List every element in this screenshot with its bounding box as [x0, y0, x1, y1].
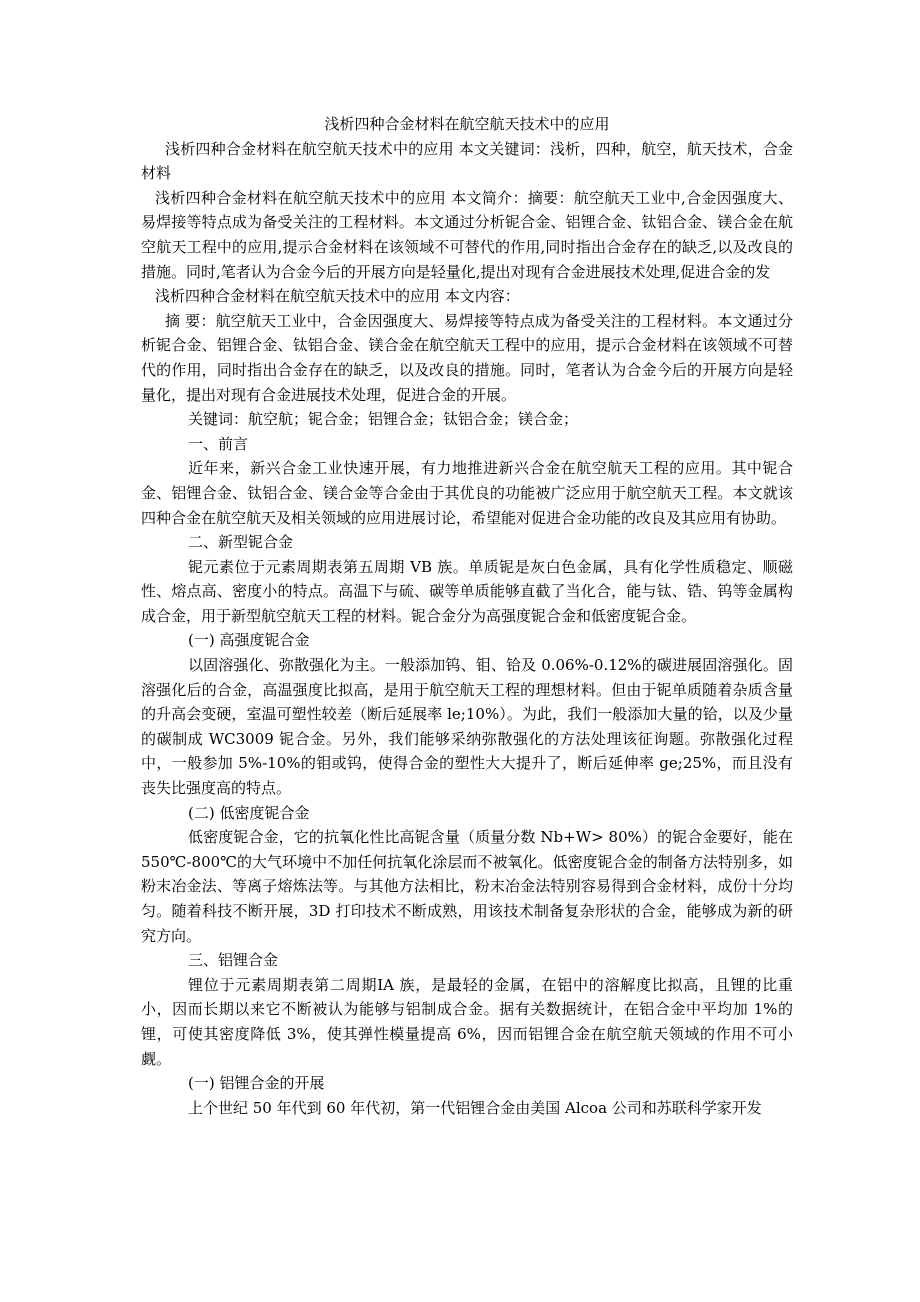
- abstract-paragraph: 摘 要：航空航天工业中，合金因强度大、易焊接等特点成为备受关注的工程材料。本文通过分析铌合金、铝锂合金、钛铝合金、镁合金在航空航天工程中的应用，提示合金材料在该领域不可替代的作用，同时指出合金存在的缺乏，以及改良的措施。同时，笔者认为合金今后的开展方向是轻量化，提出对现有合金进展技术处理，促进合金的开展。: [141, 311, 793, 404]
- keywords-paragraph: 关键词：航空航；铌合金；铝锂合金；钛铝合金；镁合金；: [188, 410, 579, 429]
- section3-sub1-heading: (一) 铝锂合金的开展: [188, 1074, 325, 1093]
- keywords-summary-line: 浅析四种合金材料在航空航天技术中的应用 本文关键词：浅析，四种，航空，航天技术，合金材料: [141, 139, 793, 183]
- document-page: [141, 112, 793, 1120]
- section2-sub2-paragraph: 低密度铌合金，它的抗氧化性比高铌含量（质量分数 Nb+W> 80%）的铌合金要好，能在 550℃-800℃的大气环境中不加任何抗氧化涂层而不被氧化。低密度铌合金的制备方法特别多，如粉末冶金法、等离子熔炼法等。与其他方法相比，粉末冶金法特别容易得到合金材料，成份十分均匀。随着科技不断开展，3D 打印技术不断成熟，用该技术制备复杂形状的合金，能够成为新的研究方向。: [141, 828, 793, 945]
- section3-paragraph: 锂位于元素周期表第二周期IA 族，是最轻的金属，在铝中的溶解度比拟高，且锂的比重小，因而长期以来它不断被认为能够与铝制成合金。据有关数据统计，在铝合金中平均加 1%的锂，可使其密度降低 3%，使其弹性模量提高 6%，因而铝锂合金在航空航天领域的作用不可小觑。: [141, 975, 793, 1068]
- section2-paragraph: 铌元素位于元素周期表第五周期 VB 族。单质铌是灰白色金属，具有化学性质稳定、顺磁性、熔点高、密度小的特点。高温下与硫、碳等单质能够直截了当化合，能与钛、锆、钨等金属构成合金，用于新型航空航天工程的材料。铌合金分为高强度铌合金和低密度铌合金。: [141, 557, 793, 625]
- section3-sub1-paragraph: 上个世纪 50 年代到 60 年代初，第一代铝锂合金由美国 Alcoa 公司和苏联科学家开发: [188, 1098, 762, 1117]
- section2-sub1-heading: (一) 高强度铌合金: [188, 631, 310, 650]
- section1-heading: 一、前言: [188, 434, 249, 453]
- intro-summary-line: 浅析四种合金材料在航空航天技术中的应用 本文简介：摘要：航空航天工业中,合金因强度大、易焊接等特点成为备受关注的工程材料。本文通过分析铌合金、铝锂合金、钛铝合金、镁合金在航空航天工程中的应用,提示合金材料在该领域不可替代的作用,同时指出合金存在的缺乏,以及改良的措施。同时,笔者认为合金今后的开展方向是轻量化,提出对现有合金进展技术处理,促进合金的发: [141, 188, 793, 281]
- section2-sub1-paragraph: 以固溶强化、弥散强化为主。一般添加钨、钼、铪及 0.06%-0.12%的碳进展固溶强化。固溶强化后的合金，高温强度比拟高，是用于航空航天工程的理想材料。但由于铌单质随着杂质含量的升高会变硬，室温可塑性较差（断后延展率 le;10%）。为此，我们一般添加大量的铪，以及少量的碳制成 WC3009 铌合金。另外，我们能够采纳弥散强化的方法处理该征询题。弥散强化过程中，一般参加 5%-10%的钼或钨，使得合金的塑性大大提升了，断后延伸率 ge;25%，而且没有丧失比强度高的特点。: [141, 656, 793, 798]
- section2-sub2-heading: (二) 低密度铌合金: [188, 803, 310, 822]
- document-title: 浅析四种合金材料在航空航天技术中的应用: [324, 115, 610, 133]
- section3-heading: 三、铝锂合金: [188, 951, 279, 970]
- content-header-line: 浅析四种合金材料在航空航天技术中的应用 本文内容：: [155, 287, 520, 306]
- section2-heading: 二、新型铌合金: [188, 533, 294, 552]
- section1-paragraph: 近年来，新兴合金工业快速开展，有力地推进新兴合金在航空航天工程的应用。其中铌合金、铝锂合金、钛铝合金、镁合金等合金由于其优良的功能被广泛应用于航空航天工程。本文就该四种合金在航空航天及相关领域的应用进展讨论，希望能对促进合金功能的改良及其应用有协助。: [141, 459, 793, 527]
